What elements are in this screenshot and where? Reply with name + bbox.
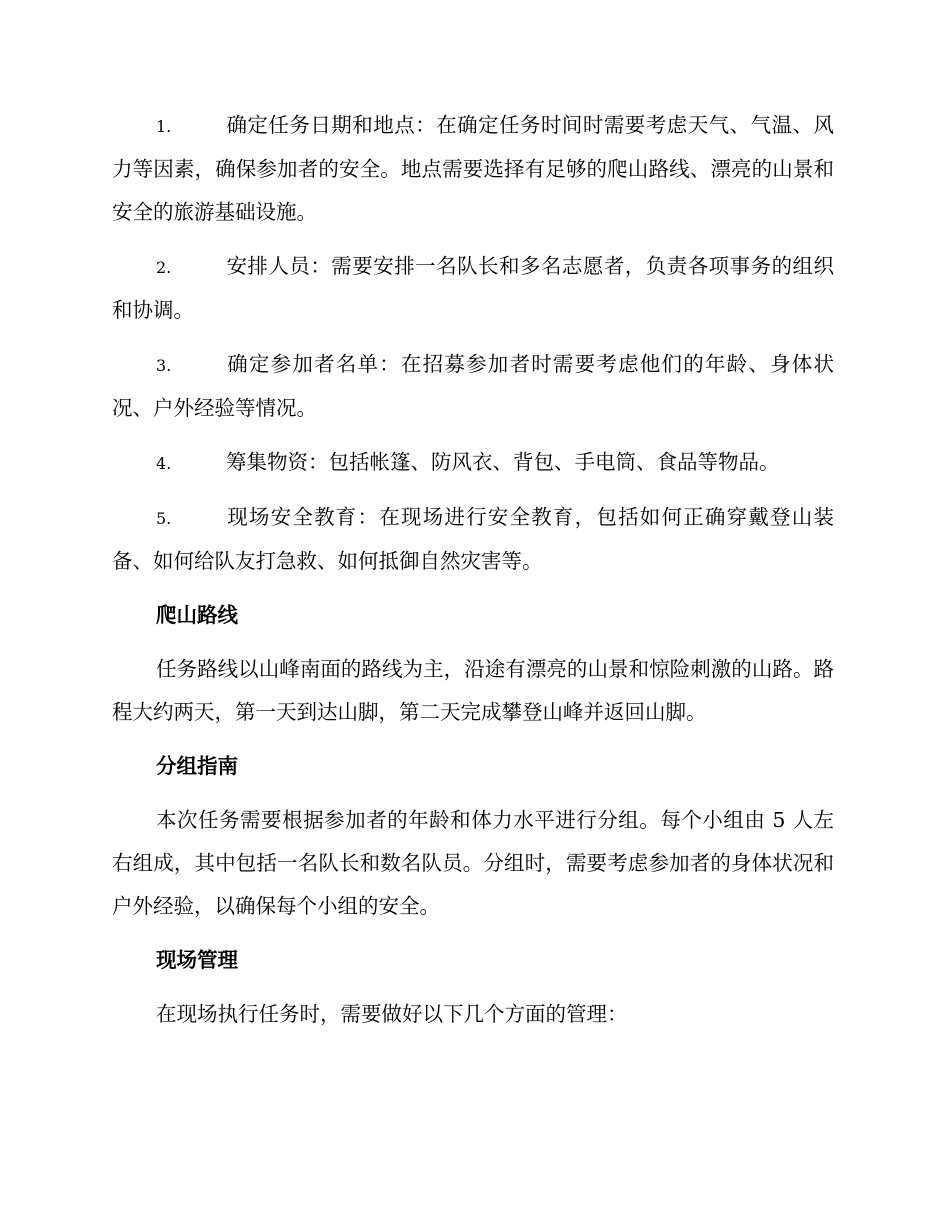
list-number: 2. [156,258,172,277]
list-item-text: 安排人员：需要安排一名队长和多名志愿者，负责各项事务的组织和协调。 [112,254,834,322]
section-heading-site-management: 现场管理 [156,948,238,972]
section-paragraph-site-management: 在现场执行任务时，需要做好以下几个方面的管理： [156,1002,628,1026]
list-item-text: 确定任务日期和地点：在确定任务时间时需要考虑天气、气温、风力等因素，确保参加者的安全。地点需要选择有足够的爬山路线、漂亮的山景和安全的旅游基础设施。 [112,113,834,224]
section-heading-grouping-guide: 分组指南 [156,754,238,778]
document-body [112,104,834,1047]
section-heading-climbing-route: 爬山路线 [156,603,238,627]
list-item-text: 现场安全教育：在现场进行安全教育，包括如何正确穿戴登山装备、如何给队友打急救、如何抵御自然灾害等。 [112,505,834,573]
list-number: 5. [156,509,172,528]
list-number: 1. [156,117,172,136]
list-item [112,496,834,583]
list-number: 4. [156,454,172,473]
section-paragraph-climbing-route: 任务路线以山峰南面的路线为主，沿途有漂亮的山景和惊险刺激的山路。路程大约两天，第一天到达山脚，第二天完成攀登山峰并返回山脚。 [112,657,834,724]
list-item [112,343,834,430]
section-paragraph-grouping-guide: 本次任务需要根据参加者的年龄和体力水平进行分组。每个小组由 5 人左右组成，其中包括一名队长和数名队员。分组时，需要考虑参加者的身体状况和户外经验，以确保每个小组的安全。 [112,808,834,918]
list-item-text: 筹集物资：包括帐篷、防风衣、背包、手电筒、食品等物品。 [226,450,780,474]
list-item [112,245,834,332]
list-number: 3. [156,356,172,375]
list-item-text: 确定参加者名单：在招募参加者时需要考虑他们的年龄、身体状况、户外经验等情况。 [112,352,834,420]
list-item [112,441,834,485]
list-item [112,104,834,234]
